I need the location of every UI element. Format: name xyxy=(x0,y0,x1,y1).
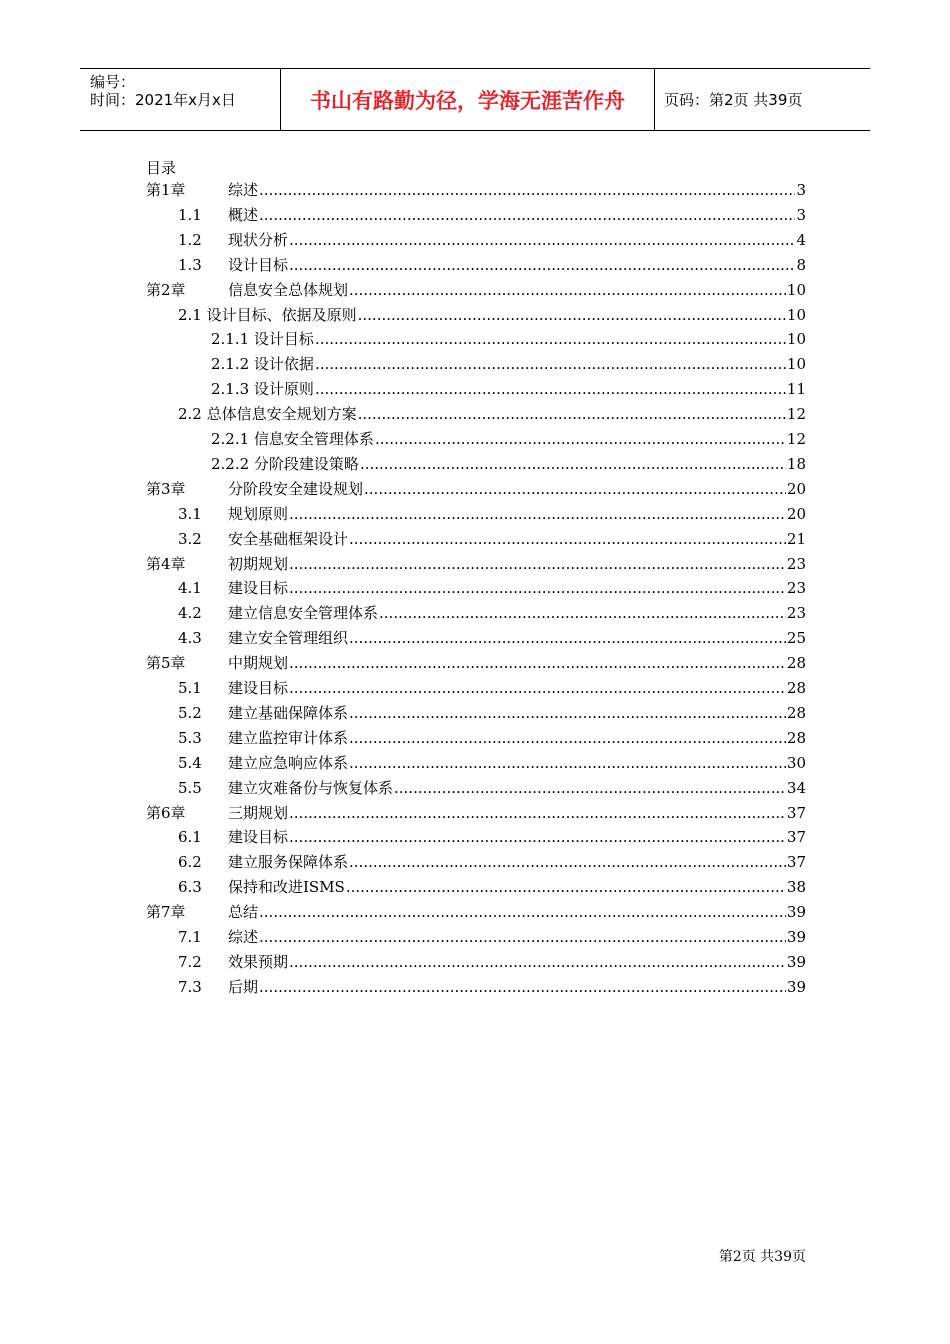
toc-entry-title: 建设目标 xyxy=(228,679,289,697)
toc-entry-page: 8 xyxy=(796,255,806,274)
header-page-label: 页码：第2页 共39页 xyxy=(664,91,803,109)
toc-entry-number: 1.2 xyxy=(178,230,202,249)
toc-entry-number: 6.1 xyxy=(178,828,202,847)
toc-entry-title: 2.1.2 设计依据 xyxy=(211,355,314,374)
toc-entry[interactable] xyxy=(211,377,806,402)
toc-leader-dots xyxy=(289,552,786,577)
toc-leader-dots xyxy=(289,576,786,601)
header-motto: 书山有路勤为径，学海无涯苦作舟 xyxy=(310,88,625,113)
toc-leader-dots xyxy=(289,651,786,676)
toc-entry-number: 1.1 xyxy=(178,205,202,224)
toc-entry[interactable] xyxy=(178,228,806,253)
toc-entry-title: 2.2.2 分阶段建设策略 xyxy=(211,454,359,473)
toc-entry-title: 信息安全总体规划 xyxy=(228,280,349,299)
toc-entry-page: 10 xyxy=(786,280,806,299)
toc-entry-title: 2.1 设计目标、依据及原则 xyxy=(178,305,357,324)
toc-entry-title: 总结 xyxy=(228,903,259,922)
toc-entry[interactable] xyxy=(178,726,806,751)
toc-entry-number: 4.1 xyxy=(178,579,202,598)
toc-entry-title: 建立灾难备份与恢复体系 xyxy=(228,778,394,797)
date-label: 时间：2021年x月x日 xyxy=(90,91,236,109)
toc-entry[interactable] xyxy=(178,850,806,875)
toc-entry[interactable] xyxy=(178,527,806,552)
toc-entry-page: 25 xyxy=(786,629,806,648)
toc-entry-title: 综述 xyxy=(228,181,259,199)
toc-entry[interactable] xyxy=(178,701,806,726)
toc-entry-page: 28 xyxy=(786,679,806,697)
toc-entry-title: 建立安全管理组织 xyxy=(228,629,349,648)
toc-leader-dots xyxy=(349,726,786,751)
toc-leader-dots xyxy=(289,825,786,850)
toc-entry-page: 37 xyxy=(786,803,806,822)
toc-entry[interactable] xyxy=(178,975,806,1000)
toc-entry-page: 10 xyxy=(786,305,806,324)
toc-entry-title: 2.1.3 设计原则 xyxy=(211,380,314,399)
toc-leader-dots xyxy=(315,327,786,352)
toc-entry-title: 建立监控审计体系 xyxy=(228,728,349,747)
toc-entry-number: 4.3 xyxy=(178,629,202,648)
toc-title: 目录 xyxy=(146,159,177,177)
toc-entry-page: 23 xyxy=(786,554,806,573)
toc-entry-page: 37 xyxy=(786,828,806,847)
toc-entry[interactable] xyxy=(146,651,806,676)
toc-leader-dots xyxy=(259,975,786,1000)
toc-entry-title: 三期规划 xyxy=(228,803,289,822)
toc-entry-page: 34 xyxy=(786,778,806,797)
toc-entry-page: 28 xyxy=(786,654,806,673)
toc-leader-dots xyxy=(358,303,786,328)
footer-page-label: 第2页 共39页 xyxy=(718,1249,806,1265)
toc-entry-page: 28 xyxy=(786,703,806,722)
toc-entry-title: 效果预期 xyxy=(228,952,289,971)
toc-entry-page: 39 xyxy=(786,928,806,946)
toc-entry-page: 12 xyxy=(786,405,806,424)
toc-leader-dots xyxy=(289,950,786,975)
toc-entry-page: 3 xyxy=(796,205,806,224)
toc-entry-title: 建设目标 xyxy=(228,579,289,598)
toc-entry-number: 5.2 xyxy=(178,703,202,722)
toc-leader-dots xyxy=(315,352,786,377)
toc-entry[interactable] xyxy=(178,601,806,626)
page-header xyxy=(80,68,870,131)
toc-entry-number: 第2章 xyxy=(146,280,186,299)
toc-entry[interactable] xyxy=(178,925,806,950)
toc-leader-dots xyxy=(349,751,786,776)
toc-leader-dots xyxy=(360,452,786,477)
toc-entry-page: 39 xyxy=(786,903,806,922)
toc-entry-number: 第4章 xyxy=(146,554,186,573)
toc-leader-dots xyxy=(375,427,786,452)
toc-entry-title: 规划原则 xyxy=(228,504,289,523)
toc-entry-title: 2.2.1 信息安全管理体系 xyxy=(211,430,374,448)
toc-entry-number: 5.3 xyxy=(178,728,202,747)
toc-entry-number: 5.4 xyxy=(178,753,202,772)
toc-entry-number: 7.1 xyxy=(178,928,202,946)
toc-entry-title: 2.1.1 设计目标 xyxy=(211,330,314,349)
toc-entry-number: 7.3 xyxy=(178,977,202,996)
toc-entry-title: 建立服务保障体系 xyxy=(228,853,349,872)
toc-entry[interactable] xyxy=(178,950,806,975)
toc-entry-number: 第7章 xyxy=(146,903,186,922)
toc-entry[interactable] xyxy=(178,875,806,900)
toc-entry-page: 21 xyxy=(786,529,806,548)
toc-leader-dots xyxy=(349,701,786,726)
toc-entry-page: 23 xyxy=(786,604,806,623)
toc-entry-title: 安全基础框架设计 xyxy=(228,529,349,548)
toc-entry-page: 20 xyxy=(786,504,806,523)
toc-entry-title: 建立应急响应体系 xyxy=(228,753,349,772)
header-meta-cell xyxy=(80,69,280,130)
toc-entry[interactable] xyxy=(178,576,806,601)
toc-entry[interactable] xyxy=(178,303,806,328)
toc-entry[interactable] xyxy=(211,327,806,352)
toc-entry-title: 概述 xyxy=(228,205,259,224)
toc-entry-page: 11 xyxy=(786,380,806,399)
toc-entry[interactable] xyxy=(146,900,806,925)
toc-entry-number: 5.1 xyxy=(178,679,202,697)
toc-entry[interactable] xyxy=(178,253,806,278)
toc-entry-page: 38 xyxy=(786,878,806,897)
toc-leader-dots xyxy=(315,377,786,402)
toc-entry-page: 10 xyxy=(786,355,806,374)
toc-entry[interactable] xyxy=(178,402,806,427)
toc-leader-dots xyxy=(289,253,795,278)
toc-entry-number: 5.5 xyxy=(178,778,202,797)
toc-entry[interactable] xyxy=(178,502,806,527)
toc-leader-dots xyxy=(289,502,786,527)
toc-leader-dots xyxy=(349,527,786,552)
header-divider xyxy=(654,69,655,130)
toc-entry[interactable] xyxy=(178,751,806,776)
toc-entry[interactable] xyxy=(146,178,806,203)
toc-entry-number: 7.2 xyxy=(178,952,202,971)
toc-leader-dots xyxy=(349,626,786,651)
toc-entry-page: 18 xyxy=(786,454,806,473)
toc-entry-number: 第5章 xyxy=(146,654,186,673)
toc-entry-page: 39 xyxy=(786,952,806,971)
toc-leader-dots xyxy=(259,925,786,950)
toc-entry-number: 6.2 xyxy=(178,853,202,872)
toc-entry[interactable] xyxy=(146,801,806,826)
toc-leader-dots xyxy=(349,850,786,875)
toc-entry-number: 3.2 xyxy=(178,529,202,548)
toc-entry-title: 设计目标 xyxy=(228,255,289,274)
toc-entry[interactable] xyxy=(178,825,806,850)
toc-entry-number: 第3章 xyxy=(146,479,186,498)
toc-entry[interactable] xyxy=(146,477,806,502)
toc-entry-title: 初期规划 xyxy=(228,554,289,573)
toc-entry-page: 37 xyxy=(786,853,806,872)
toc-leader-dots xyxy=(289,676,786,701)
toc-entry-title: 保持和改进ISMS xyxy=(228,878,345,897)
toc-entry[interactable] xyxy=(178,626,806,651)
toc-entry[interactable] xyxy=(178,676,806,701)
toc-leader-dots xyxy=(394,776,786,801)
toc-leader-dots xyxy=(346,875,786,900)
toc-entry-page: 23 xyxy=(786,579,806,598)
toc-entry-title: 建设目标 xyxy=(228,828,289,847)
toc-entry-title: 综述 xyxy=(228,928,259,946)
toc-entry-page: 39 xyxy=(786,977,806,996)
toc-entry-page: 4 xyxy=(796,230,806,249)
toc-entry-page: 3 xyxy=(796,181,806,199)
toc-entry-number: 3.1 xyxy=(178,504,202,523)
toc-entry[interactable] xyxy=(146,552,806,577)
toc-leader-dots xyxy=(259,178,795,203)
toc-entry-title: 后期 xyxy=(228,977,259,996)
toc-entry-page: 30 xyxy=(786,753,806,772)
toc-leader-dots xyxy=(289,801,786,826)
toc-entry-number: 第6章 xyxy=(146,803,186,822)
toc-entry-title: 分阶段安全建设规划 xyxy=(228,479,364,498)
toc-entry[interactable] xyxy=(211,452,806,477)
toc-entry[interactable] xyxy=(178,203,806,228)
toc-leader-dots xyxy=(349,278,786,303)
toc-entry-title: 现状分析 xyxy=(228,230,289,249)
toc-entry[interactable] xyxy=(146,278,806,303)
toc-leader-dots xyxy=(259,900,786,925)
toc-leader-dots xyxy=(259,203,795,228)
toc-entry[interactable] xyxy=(178,776,806,801)
toc-entry-page: 20 xyxy=(786,479,806,498)
toc-entry-title: 建立基础保障体系 xyxy=(228,703,349,722)
toc-entry-number: 第1章 xyxy=(146,181,186,199)
toc-leader-dots xyxy=(379,601,786,626)
toc-entry[interactable] xyxy=(211,352,806,377)
toc-leader-dots xyxy=(289,228,795,253)
toc-entry[interactable] xyxy=(211,427,806,452)
toc-entry-number: 6.3 xyxy=(178,878,202,897)
serial-label: 编号： xyxy=(90,73,136,91)
toc-entry-title: 2.2 总体信息安全规划方案 xyxy=(178,405,357,424)
toc-entry-number: 4.2 xyxy=(178,604,202,623)
toc-entry-title: 建立信息安全管理体系 xyxy=(228,604,379,623)
toc-entry-page: 28 xyxy=(786,728,806,747)
toc-entry-number: 1.3 xyxy=(178,255,202,274)
toc-leader-dots xyxy=(358,402,786,427)
toc-entry-page: 12 xyxy=(786,430,806,448)
toc-entry-page: 10 xyxy=(786,330,806,349)
toc-leader-dots xyxy=(364,477,786,502)
toc-entry-title: 中期规划 xyxy=(228,654,289,673)
